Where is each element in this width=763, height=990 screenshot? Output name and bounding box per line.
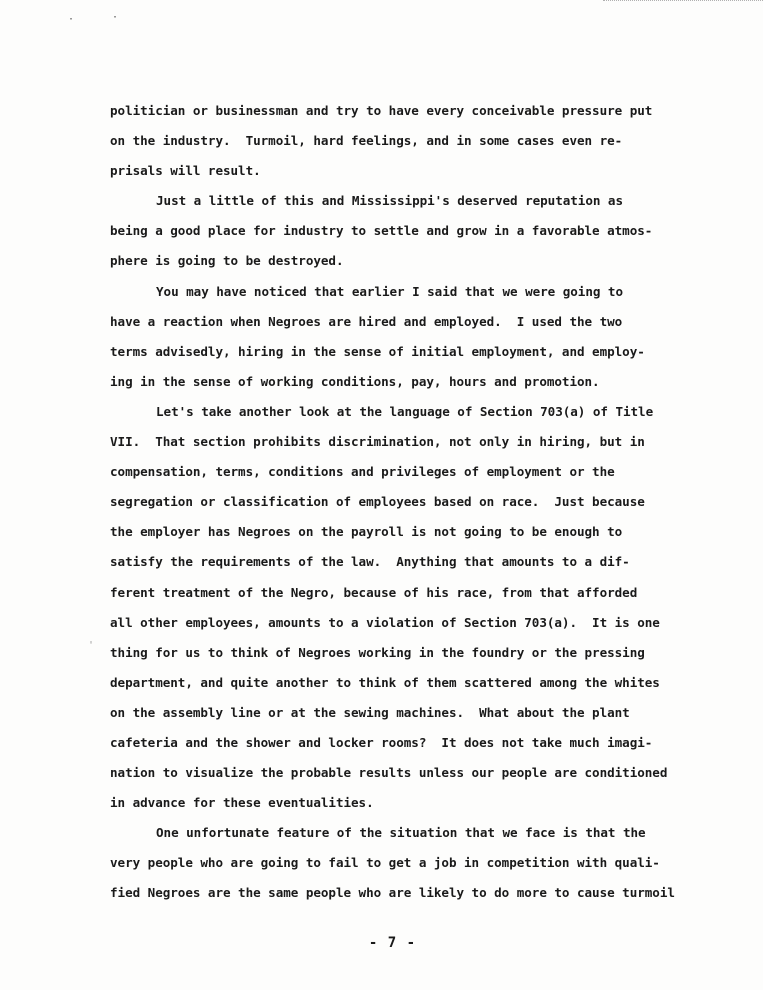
text-line: have a reaction when Negroes are hired and employed. I used the two: [110, 313, 623, 329]
text-line: Let's take another look at the language of Section 703(a) of Title: [156, 403, 654, 419]
paragraph-5: [110, 822, 690, 912]
text-line: department, and quite another to think of them scattered among the whites: [110, 674, 660, 690]
scan-speck: ': [88, 640, 95, 651]
text-line: terms advisedly, hiring in the sense of initial employment, and employ-: [110, 343, 645, 359]
text-line: VII. That section prohibits discrimination, not only in hiring, but in: [110, 434, 645, 450]
text-line: nation to visualize the probable results unless our people are conditioned: [110, 765, 668, 781]
text-line: fied Negroes are the same people who are likely to do more to cause turmoil: [110, 885, 675, 901]
paragraph-3: [110, 281, 690, 401]
text-line: One unfortunate feature of the situation that we face is that the: [156, 825, 646, 841]
text-line: being a good place for industry to settle and grow in a favorable atmos-: [110, 223, 653, 239]
scan-edge-dots: [603, 0, 763, 5]
text-line: satisfy the requirements of the law. Anything that amounts to a dif-: [110, 554, 630, 570]
text-line: prisals will result.: [110, 163, 261, 179]
text-line: ing in the sense of working conditions, pay, hours and promotion.: [110, 373, 600, 389]
document-body: [110, 100, 690, 913]
page-number: - 7 -: [368, 935, 417, 951]
text-line: compensation, terms, conditions and privileges of employment or the: [110, 464, 615, 480]
text-line: segregation or classification of employees based on race. Just because: [110, 494, 645, 510]
text-line: cafeteria and the shower and locker rooms? It does not take much imagi-: [110, 734, 653, 750]
text-line: thing for us to think of Negroes working in the foundry or the pressing: [110, 644, 645, 660]
text-line: Just a little of this and Mississippi's deserved reputation as: [156, 193, 623, 209]
text-line: ferent treatment of the Negro, because of his race, from that afforded: [110, 584, 638, 600]
text-line: very people who are going to fail to get a job in competition with quali-: [110, 855, 660, 871]
text-line: politician or businessman and try to have every conceivable pressure put: [110, 103, 653, 118]
paragraph-2: [110, 190, 690, 280]
text-line: phere is going to be destroyed.: [110, 253, 344, 269]
paragraph-4: [110, 401, 690, 822]
scan-speck: ·: [112, 12, 119, 23]
scan-speck: ·: [68, 14, 75, 25]
text-line: You may have noticed that earlier I said that we were going to: [156, 283, 623, 299]
text-line: in advance for these eventualities.: [110, 795, 374, 811]
text-line: the employer has Negroes on the payroll is not going to be enough to: [110, 524, 623, 540]
text-line: on the industry. Turmoil, hard feelings, and in some cases even re-: [110, 133, 623, 149]
text-line: on the assembly line or at the sewing machines. What about the plant: [110, 704, 630, 720]
paragraph-1: [110, 100, 690, 190]
text-line: all other employees, amounts to a violation of Section 703(a). It is one: [110, 614, 660, 630]
